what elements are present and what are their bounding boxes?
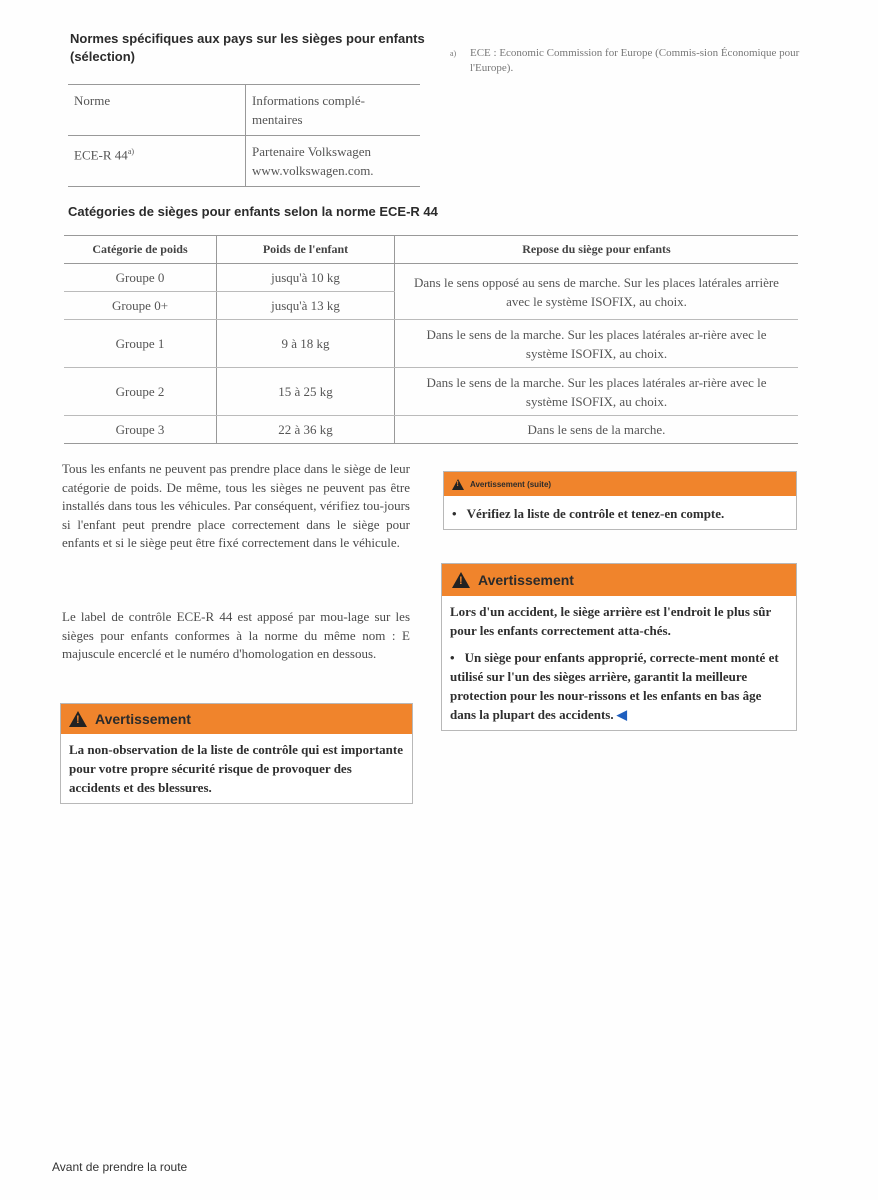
seat-categories-table xyxy=(64,235,798,444)
warning-triangle-icon xyxy=(69,711,87,727)
table-row xyxy=(64,264,798,292)
warning-bullet-item xyxy=(444,496,796,529)
table-cell: Partenaire Volkswagen www.volkswagen.com. xyxy=(246,136,421,187)
table-row xyxy=(68,136,420,187)
warning-box xyxy=(60,703,413,804)
table-cell: jusqu'à 13 kg xyxy=(217,292,395,320)
table-cell: Groupe 3 xyxy=(64,416,217,444)
page-footer: Avant de prendre la route xyxy=(52,1160,188,1174)
standard-name: ECE-R 44 xyxy=(74,147,128,163)
footnote xyxy=(450,46,810,76)
body-paragraph: Le label de contrôle ECE-R 44 est apposé par mou-lage sur les sièges pour enfants conformes à la norme du même nom : E majuscule encerclé et le numéro d'homologation en dessous. xyxy=(62,609,410,661)
table-header-cell: Catégorie de poids xyxy=(64,236,217,264)
warning-text: Lors d'un accident, le siège arrière est l'endroit le plus sûr pour les enfants correctement atta-chés. xyxy=(450,604,772,638)
table-cell: Dans le sens de la marche. xyxy=(395,416,799,444)
warning-triangle-icon xyxy=(452,479,464,490)
warning-header xyxy=(442,564,796,596)
warning-header xyxy=(61,704,412,734)
warning-text: Un siège pour enfants approprié, correcte-ment monté et utilisé sur l'un des sièges arrière, garantit la meilleure protection pour les nour-rissons et les enfants en bas âge dans la plupart des accidents. xyxy=(450,650,779,722)
section-title-country-standards: Normes spécifiques aux pays sur les sièges pour enfants (sélection) xyxy=(70,31,425,64)
warning-bullet-item xyxy=(442,646,796,730)
table-cell: Dans le sens de la marche. Sur les places latérales ar-rière avec le système ISOFIX, au choix. xyxy=(395,368,799,416)
footnote-marker: a) xyxy=(450,49,457,58)
warning-title: Avertissement xyxy=(478,572,574,588)
table-cell: Groupe 1 xyxy=(64,320,217,368)
footnote-text: ECE : Economic Commission for Europe (Commis-sion Économique pour l'Europe). xyxy=(470,47,800,74)
bullet-icon: • xyxy=(450,650,455,665)
table-cell xyxy=(68,136,246,187)
table-cell: Groupe 0 xyxy=(64,264,217,292)
section-title-seat-categories: Catégories de sièges pour enfants selon la norme ECE-R 44 xyxy=(68,204,438,219)
table-header-row xyxy=(64,236,798,264)
warning-continued-box xyxy=(443,471,797,530)
standards-table xyxy=(68,84,420,187)
table-row xyxy=(64,368,798,416)
table-cell: 15 à 25 kg xyxy=(217,368,395,416)
table-header-row xyxy=(68,85,420,136)
table-header-cell: Norme xyxy=(68,85,246,136)
warning-text: La non-observation de la liste de contrôle qui est importante pour votre propre sécurité risque de provoquer des accidents et des blessures. xyxy=(69,742,404,795)
table-cell: jusqu'à 10 kg xyxy=(217,264,395,292)
table-cell: 9 à 18 kg xyxy=(217,320,395,368)
table-cell: Groupe 0+ xyxy=(64,292,217,320)
body-paragraph: Tous les enfants ne peuvent pas prendre place dans le siège de leur catégorie de poids. De même, tous les sièges ne peuvent pas être installés dans tous les véhicules. Par conséquent, vérifiez tou-jours si l'enfant peut prendre place correctement dans le siège pour enfants et si le siège peut être fixé correctement dans le véhicule. xyxy=(62,461,410,550)
table-header-cell: Informations complé-mentaires xyxy=(246,85,421,136)
footnote-ref: a) xyxy=(127,147,135,156)
table-cell: Dans le sens de la marche. Sur les places latérales ar-rière avec le système ISOFIX, au choix. xyxy=(395,320,799,368)
warning-triangle-icon xyxy=(452,572,470,588)
warning-title: Avertissement xyxy=(95,711,191,727)
table-cell: 22 à 36 kg xyxy=(217,416,395,444)
table-row xyxy=(64,320,798,368)
warning-title: Avertissement (suite) xyxy=(470,479,552,489)
table-row xyxy=(64,416,798,444)
table-cell: Dans le sens opposé au sens de marche. Sur les places latérales arrière avec le système ISOFIX, au choix. xyxy=(395,264,799,320)
table-header-cell: Poids de l'enfant xyxy=(217,236,395,264)
table-cell: Groupe 2 xyxy=(64,368,217,416)
warning-text: Vérifiez la liste de contrôle et tenez-en compte. xyxy=(466,506,725,521)
end-of-section-icon: ◀ xyxy=(616,707,627,722)
bullet-icon: • xyxy=(452,506,457,521)
warning-header xyxy=(444,472,796,496)
warning-box xyxy=(441,563,797,731)
table-header-cell: Repose du siège pour enfants xyxy=(395,236,799,264)
